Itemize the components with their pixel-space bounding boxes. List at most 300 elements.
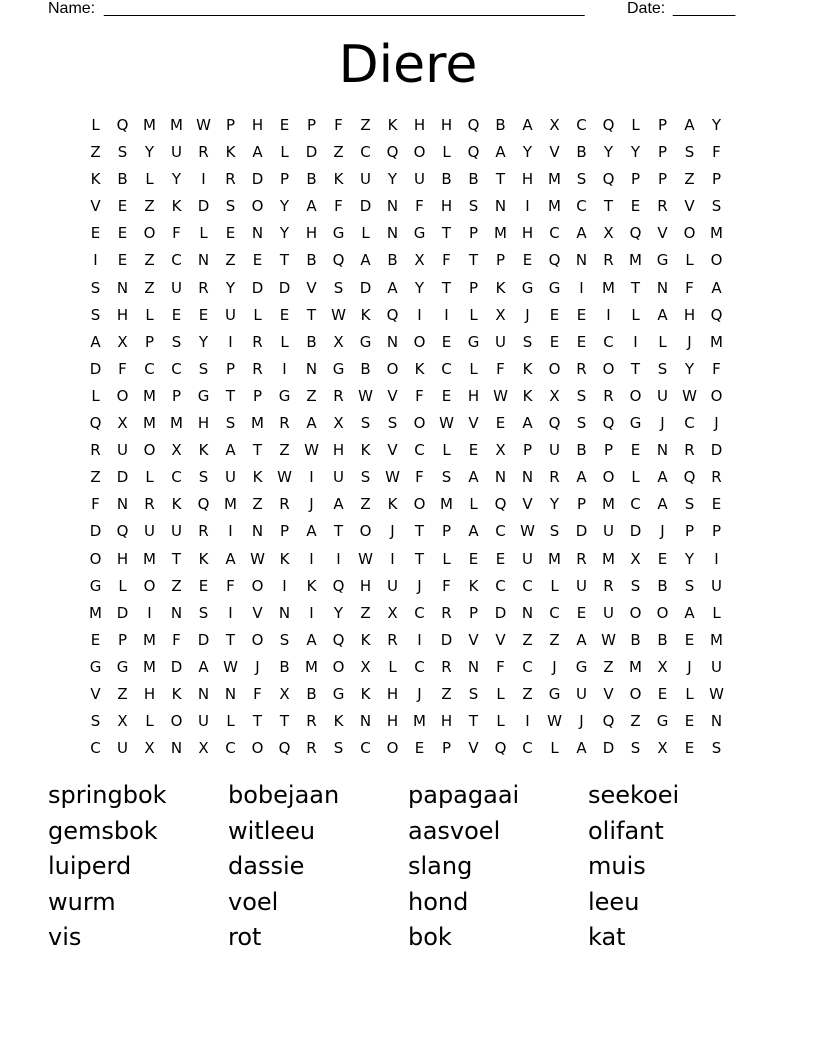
grid-letter[interactable]: L — [631, 468, 640, 487]
grid-letter[interactable]: F — [415, 468, 424, 487]
grid-letter[interactable]: R — [603, 576, 614, 595]
grid-letter[interactable]: S — [90, 278, 101, 297]
grid-letter[interactable]: M — [548, 170, 561, 189]
grid-letter[interactable]: N — [197, 251, 210, 270]
grid-letter[interactable]: N — [494, 197, 507, 216]
grid-letter[interactable]: B — [657, 630, 668, 649]
grid-letter[interactable]: S — [522, 332, 533, 351]
grid-letter[interactable]: G — [656, 251, 669, 270]
grid-letter[interactable]: M — [89, 603, 102, 622]
grid-letter[interactable]: H — [386, 684, 399, 703]
grid-letter[interactable]: S — [360, 468, 371, 487]
grid-letter[interactable]: Z — [144, 197, 155, 216]
grid-letter[interactable]: Q — [332, 576, 345, 595]
grid-letter[interactable]: Z — [90, 143, 101, 162]
grid-letter[interactable]: G — [197, 386, 210, 405]
grid-letter[interactable]: A — [468, 468, 479, 487]
grid-letter[interactable]: T — [414, 522, 425, 541]
grid-letter[interactable]: W — [547, 712, 562, 731]
grid-letter[interactable]: R — [549, 468, 560, 487]
grid-letter[interactable]: S — [711, 739, 722, 758]
grid-letter[interactable]: O — [413, 414, 426, 433]
grid-letter[interactable]: D — [575, 522, 588, 541]
grid-letter[interactable]: N — [656, 441, 669, 460]
grid-letter[interactable]: D — [710, 441, 723, 460]
grid-letter[interactable]: N — [710, 712, 723, 731]
grid-letter[interactable]: R — [144, 495, 155, 514]
grid-letter[interactable]: K — [360, 684, 371, 703]
grid-letter[interactable]: W — [358, 549, 373, 568]
grid-letter[interactable]: O — [116, 386, 129, 405]
grid-letter[interactable]: K — [171, 684, 182, 703]
grid-letter[interactable]: R — [252, 359, 263, 378]
grid-letter[interactable]: I — [525, 197, 530, 216]
grid-letter[interactable]: T — [252, 712, 263, 731]
grid-letter[interactable]: O — [413, 332, 426, 351]
grid-letter[interactable]: M — [170, 116, 183, 134]
grid-letter[interactable]: I — [228, 522, 233, 541]
grid-letter[interactable]: U — [711, 576, 722, 595]
grid-letter[interactable]: F — [442, 251, 451, 270]
grid-letter[interactable]: Z — [360, 603, 371, 622]
grid-letter[interactable]: E — [468, 441, 479, 460]
grid-letter[interactable]: Y — [198, 332, 209, 351]
grid-letter[interactable]: M — [548, 197, 561, 216]
grid-letter[interactable]: A — [576, 468, 587, 487]
grid-letter[interactable]: U — [225, 468, 236, 487]
grid-letter[interactable]: G — [656, 712, 669, 731]
grid-letter[interactable]: Z — [306, 386, 317, 405]
grid-letter[interactable]: G — [116, 657, 129, 676]
grid-letter[interactable]: J — [714, 414, 719, 433]
grid-letter[interactable]: Z — [360, 116, 371, 134]
grid-letter[interactable]: J — [687, 332, 692, 351]
grid-letter[interactable]: X — [198, 739, 209, 758]
grid-letter[interactable]: A — [576, 739, 587, 758]
grid-letter[interactable]: Q — [116, 522, 129, 541]
grid-letter[interactable]: F — [496, 359, 505, 378]
grid-letter[interactable]: U — [576, 576, 587, 595]
grid-letter[interactable]: G — [413, 224, 426, 243]
grid-letter[interactable]: V — [468, 630, 479, 649]
grid-letter[interactable]: X — [360, 657, 371, 676]
grid-letter[interactable]: F — [712, 143, 721, 162]
grid-letter[interactable]: U — [603, 603, 614, 622]
grid-letter[interactable]: B — [576, 143, 587, 162]
grid-letter[interactable]: F — [712, 359, 721, 378]
grid-letter[interactable]: T — [252, 441, 263, 460]
grid-letter[interactable]: U — [198, 712, 209, 731]
grid-letter[interactable]: R — [576, 549, 587, 568]
grid-letter[interactable]: D — [494, 603, 507, 622]
grid-letter[interactable]: E — [441, 386, 452, 405]
grid-letter[interactable]: L — [145, 468, 154, 487]
grid-letter[interactable]: T — [468, 712, 479, 731]
grid-letter[interactable]: E — [198, 576, 209, 595]
grid-letter[interactable]: X — [549, 116, 560, 134]
grid-letter[interactable]: E — [657, 549, 668, 568]
grid-letter[interactable]: C — [360, 143, 371, 162]
grid-letter[interactable]: H — [359, 576, 372, 595]
grid-letter[interactable]: A — [522, 116, 533, 134]
grid-letter[interactable]: Z — [684, 170, 695, 189]
grid-letter[interactable]: X — [333, 332, 344, 351]
grid-letter[interactable]: R — [252, 332, 263, 351]
grid-letter[interactable]: B — [657, 576, 668, 595]
grid-letter[interactable]: S — [198, 603, 209, 622]
grid-letter[interactable]: G — [575, 657, 588, 676]
grid-letter[interactable]: W — [223, 657, 238, 676]
grid-letter[interactable]: Y — [333, 603, 344, 622]
grid-letter[interactable]: B — [495, 116, 506, 134]
grid-letter[interactable]: K — [252, 468, 263, 487]
grid-letter[interactable]: N — [386, 332, 399, 351]
grid-letter[interactable]: S — [171, 332, 182, 351]
grid-letter[interactable]: R — [198, 278, 209, 297]
grid-letter[interactable]: Z — [522, 684, 533, 703]
grid-letter[interactable]: E — [495, 414, 506, 433]
grid-letter[interactable]: B — [279, 657, 290, 676]
grid-letter[interactable]: B — [306, 332, 317, 351]
grid-letter[interactable]: E — [684, 630, 695, 649]
grid-letter[interactable]: B — [306, 684, 317, 703]
grid-letter[interactable]: F — [172, 224, 181, 243]
grid-letter[interactable]: R — [711, 468, 722, 487]
grid-letter[interactable]: R — [279, 495, 290, 514]
grid-letter[interactable]: O — [413, 495, 426, 514]
grid-letter[interactable]: F — [334, 116, 343, 134]
grid-letter[interactable]: E — [117, 224, 128, 243]
grid-letter[interactable]: V — [468, 739, 479, 758]
grid-letter[interactable]: K — [522, 359, 533, 378]
grid-letter[interactable]: A — [657, 305, 668, 324]
grid-letter[interactable]: F — [415, 386, 424, 405]
grid-letter[interactable]: X — [144, 739, 155, 758]
grid-letter[interactable]: S — [333, 278, 344, 297]
grid-letter[interactable]: A — [306, 630, 317, 649]
grid-letter[interactable]: H — [116, 549, 129, 568]
grid-letter[interactable]: B — [306, 251, 317, 270]
grid-letter[interactable]: T — [468, 251, 479, 270]
grid-letter[interactable]: Z — [252, 495, 263, 514]
grid-letter[interactable]: P — [252, 386, 263, 405]
grid-letter[interactable]: Q — [683, 468, 696, 487]
grid-letter[interactable]: N — [521, 468, 534, 487]
grid-letter[interactable]: N — [521, 603, 534, 622]
grid-letter[interactable]: Q — [494, 495, 507, 514]
grid-letter[interactable]: G — [332, 359, 345, 378]
grid-letter[interactable]: O — [251, 630, 264, 649]
grid-letter[interactable]: B — [360, 359, 371, 378]
grid-letter[interactable]: P — [144, 332, 155, 351]
grid-letter[interactable]: O — [386, 359, 399, 378]
grid-letter[interactable]: R — [198, 522, 209, 541]
grid-letter[interactable]: D — [251, 170, 264, 189]
grid-letter[interactable]: Z — [333, 143, 344, 162]
grid-letter[interactable]: A — [198, 657, 209, 676]
grid-letter[interactable]: U — [495, 332, 506, 351]
grid-letter[interactable]: H — [305, 224, 318, 243]
grid-letter[interactable]: D — [197, 197, 210, 216]
grid-letter[interactable]: D — [89, 522, 102, 541]
grid-letter[interactable]: A — [657, 468, 668, 487]
grid-letter[interactable]: Y — [387, 170, 398, 189]
grid-letter[interactable]: C — [90, 739, 101, 758]
grid-letter[interactable]: C — [171, 251, 182, 270]
grid-letter[interactable]: R — [306, 739, 317, 758]
grid-letter[interactable]: A — [576, 224, 587, 243]
grid-letter[interactable]: Y — [414, 278, 425, 297]
grid-letter[interactable]: T — [225, 386, 236, 405]
grid-letter[interactable]: F — [334, 197, 343, 216]
grid-letter[interactable]: Q — [332, 630, 345, 649]
grid-letter[interactable]: F — [91, 495, 100, 514]
grid-letter[interactable]: C — [522, 657, 533, 676]
grid-letter[interactable]: K — [306, 576, 317, 595]
grid-letter[interactable]: E — [684, 739, 695, 758]
grid-letter[interactable]: B — [441, 170, 452, 189]
grid-letter[interactable]: L — [280, 143, 289, 162]
grid-letter[interactable]: S — [630, 739, 641, 758]
grid-letter[interactable]: E — [198, 305, 209, 324]
grid-letter[interactable]: E — [171, 305, 182, 324]
grid-letter[interactable]: C — [441, 359, 452, 378]
grid-letter[interactable]: E — [549, 332, 560, 351]
grid-letter[interactable]: I — [606, 305, 611, 324]
grid-letter[interactable]: L — [550, 576, 559, 595]
grid-letter[interactable]: I — [579, 278, 584, 297]
grid-letter[interactable]: Z — [144, 251, 155, 270]
grid-letter[interactable]: K — [387, 495, 398, 514]
grid-letter[interactable]: L — [91, 116, 100, 134]
grid-letter[interactable]: E — [252, 251, 263, 270]
grid-letter[interactable]: Q — [494, 739, 507, 758]
grid-letter[interactable]: U — [225, 305, 236, 324]
grid-letter[interactable]: A — [684, 603, 695, 622]
grid-letter[interactable]: E — [711, 495, 722, 514]
grid-letter[interactable]: C — [414, 603, 425, 622]
grid-letter[interactable]: Y — [711, 116, 722, 134]
grid-letter[interactable]: C — [171, 359, 182, 378]
grid-letter[interactable]: O — [143, 224, 156, 243]
grid-letter[interactable]: D — [116, 603, 129, 622]
grid-letter[interactable]: U — [549, 441, 560, 460]
grid-letter[interactable]: Q — [710, 305, 723, 324]
grid-letter[interactable]: Z — [549, 630, 560, 649]
grid-letter[interactable]: O — [656, 603, 669, 622]
grid-letter[interactable]: K — [387, 116, 398, 134]
grid-letter[interactable]: M — [251, 414, 264, 433]
grid-letter[interactable]: Q — [332, 251, 345, 270]
grid-letter[interactable]: C — [603, 332, 614, 351]
grid-letter[interactable]: O — [332, 657, 345, 676]
grid-letter[interactable]: P — [711, 170, 722, 189]
grid-letter[interactable]: W — [601, 630, 616, 649]
grid-letter[interactable]: X — [657, 739, 668, 758]
grid-letter[interactable]: T — [630, 359, 641, 378]
grid-letter[interactable]: X — [279, 684, 290, 703]
grid-letter[interactable]: X — [333, 414, 344, 433]
grid-letter[interactable]: Z — [225, 251, 236, 270]
grid-letter[interactable]: I — [282, 576, 287, 595]
grid-letter[interactable]: C — [495, 576, 506, 595]
grid-letter[interactable]: Y — [144, 143, 155, 162]
grid-letter[interactable]: F — [442, 576, 451, 595]
grid-letter[interactable]: F — [118, 359, 127, 378]
grid-letter[interactable]: M — [143, 657, 156, 676]
grid-letter[interactable]: L — [469, 305, 478, 324]
grid-letter[interactable]: Z — [441, 684, 452, 703]
grid-letter[interactable]: F — [496, 657, 505, 676]
grid-letter[interactable]: E — [468, 549, 479, 568]
grid-letter[interactable]: W — [250, 549, 265, 568]
grid-letter[interactable]: C — [549, 603, 560, 622]
grid-letter[interactable]: H — [143, 684, 156, 703]
grid-letter[interactable]: O — [170, 712, 183, 731]
grid-letter[interactable]: N — [305, 359, 318, 378]
grid-letter[interactable]: I — [201, 170, 206, 189]
grid-letter[interactable]: S — [198, 359, 209, 378]
grid-letter[interactable]: M — [143, 414, 156, 433]
grid-letter[interactable]: Q — [386, 305, 399, 324]
grid-letter[interactable]: Y — [225, 278, 236, 297]
grid-letter[interactable]: B — [630, 630, 641, 649]
grid-letter[interactable]: I — [309, 549, 314, 568]
grid-letter[interactable]: H — [521, 170, 534, 189]
grid-letter[interactable]: M — [602, 495, 615, 514]
grid-letter[interactable]: F — [172, 630, 181, 649]
grid-letter[interactable]: I — [444, 305, 449, 324]
grid-letter[interactable]: A — [360, 251, 371, 270]
grid-letter[interactable]: O — [143, 576, 156, 595]
grid-letter[interactable]: R — [657, 197, 668, 216]
grid-letter[interactable]: Z — [603, 657, 614, 676]
grid-letter[interactable]: A — [225, 441, 236, 460]
grid-letter[interactable]: N — [467, 657, 480, 676]
grid-letter[interactable]: Q — [602, 414, 615, 433]
grid-letter[interactable]: D — [278, 278, 291, 297]
grid-letter[interactable]: H — [251, 116, 264, 134]
grid-letter[interactable]: Y — [603, 143, 614, 162]
grid-letter[interactable]: R — [279, 414, 290, 433]
grid-letter[interactable]: D — [305, 143, 318, 162]
grid-letter[interactable]: N — [224, 684, 237, 703]
grid-letter[interactable]: E — [576, 603, 587, 622]
grid-letter[interactable]: I — [714, 549, 719, 568]
grid-letter[interactable]: Q — [548, 414, 561, 433]
grid-letter[interactable]: U — [414, 170, 425, 189]
grid-letter[interactable]: M — [440, 495, 453, 514]
grid-letter[interactable]: Q — [467, 116, 480, 134]
grid-letter[interactable]: J — [525, 305, 530, 324]
grid-letter[interactable]: Y — [630, 143, 641, 162]
grid-letter[interactable]: L — [442, 549, 451, 568]
grid-letter[interactable]: Y — [171, 170, 182, 189]
grid-letter[interactable]: W — [331, 305, 346, 324]
grid-letter[interactable]: Z — [360, 495, 371, 514]
grid-letter[interactable]: N — [251, 224, 264, 243]
grid-letter[interactable]: K — [225, 143, 236, 162]
grid-letter[interactable]: W — [439, 414, 454, 433]
grid-letter[interactable]: V — [468, 414, 479, 433]
grid-letter[interactable]: I — [390, 549, 395, 568]
grid-letter[interactable]: H — [440, 197, 453, 216]
name-field-line[interactable]: ______________________________________________________ — [104, 0, 585, 17]
grid-letter[interactable]: E — [117, 197, 128, 216]
grid-letter[interactable]: I — [93, 251, 98, 270]
grid-letter[interactable]: L — [685, 684, 694, 703]
grid-letter[interactable]: Z — [522, 630, 533, 649]
grid-letter[interactable]: K — [360, 630, 371, 649]
grid-letter[interactable]: P — [684, 522, 695, 541]
grid-letter[interactable]: S — [333, 739, 344, 758]
grid-letter[interactable]: N — [386, 224, 399, 243]
grid-letter[interactable]: O — [602, 359, 615, 378]
grid-letter[interactable]: I — [417, 630, 422, 649]
grid-letter[interactable]: U — [171, 522, 182, 541]
grid-letter[interactable]: M — [710, 332, 723, 351]
grid-letter[interactable]: S — [387, 414, 398, 433]
grid-letter[interactable]: G — [89, 657, 102, 676]
grid-letter[interactable]: G — [332, 224, 345, 243]
grid-letter[interactable]: L — [388, 657, 397, 676]
grid-letter[interactable]: M — [170, 414, 183, 433]
grid-letter[interactable]: D — [602, 739, 615, 758]
grid-letter[interactable]: X — [630, 549, 641, 568]
grid-letter[interactable]: K — [360, 305, 371, 324]
grid-letter[interactable]: H — [521, 224, 534, 243]
grid-letter[interactable]: B — [117, 170, 128, 189]
grid-letter[interactable]: A — [387, 278, 398, 297]
grid-letter[interactable]: K — [90, 170, 101, 189]
grid-letter[interactable]: U — [576, 684, 587, 703]
grid-letter[interactable]: C — [360, 739, 371, 758]
grid-letter[interactable]: K — [360, 441, 371, 460]
grid-letter[interactable]: L — [631, 116, 640, 134]
grid-letter[interactable]: P — [225, 116, 236, 134]
grid-letter[interactable]: E — [90, 630, 101, 649]
grid-letter[interactable]: W — [196, 116, 211, 134]
grid-letter[interactable]: X — [495, 305, 506, 324]
grid-letter[interactable]: S — [117, 143, 128, 162]
grid-letter[interactable]: A — [711, 278, 722, 297]
grid-letter[interactable]: T — [306, 305, 317, 324]
grid-letter[interactable]: L — [145, 305, 154, 324]
grid-letter[interactable]: X — [495, 441, 506, 460]
grid-letter[interactable]: K — [333, 712, 344, 731]
grid-letter[interactable]: E — [630, 441, 641, 460]
grid-letter[interactable]: B — [387, 251, 398, 270]
grid-letter[interactable]: E — [522, 251, 533, 270]
grid-letter[interactable]: L — [91, 386, 100, 405]
grid-letter[interactable]: B — [468, 170, 479, 189]
grid-letter[interactable]: T — [279, 251, 290, 270]
grid-letter[interactable]: I — [336, 549, 341, 568]
grid-letter[interactable]: C — [144, 359, 155, 378]
grid-letter[interactable]: Q — [602, 170, 615, 189]
grid-letter[interactable]: A — [576, 630, 587, 649]
grid-letter[interactable]: O — [251, 197, 264, 216]
grid-letter[interactable]: T — [333, 522, 344, 541]
grid-letter[interactable]: V — [522, 495, 533, 514]
grid-letter[interactable]: O — [413, 143, 426, 162]
grid-letter[interactable]: S — [684, 495, 695, 514]
grid-letter[interactable]: G — [89, 576, 102, 595]
grid-letter[interactable]: H — [116, 305, 129, 324]
grid-letter[interactable]: C — [630, 495, 641, 514]
grid-letter[interactable]: M — [143, 549, 156, 568]
grid-letter[interactable]: C — [171, 468, 182, 487]
